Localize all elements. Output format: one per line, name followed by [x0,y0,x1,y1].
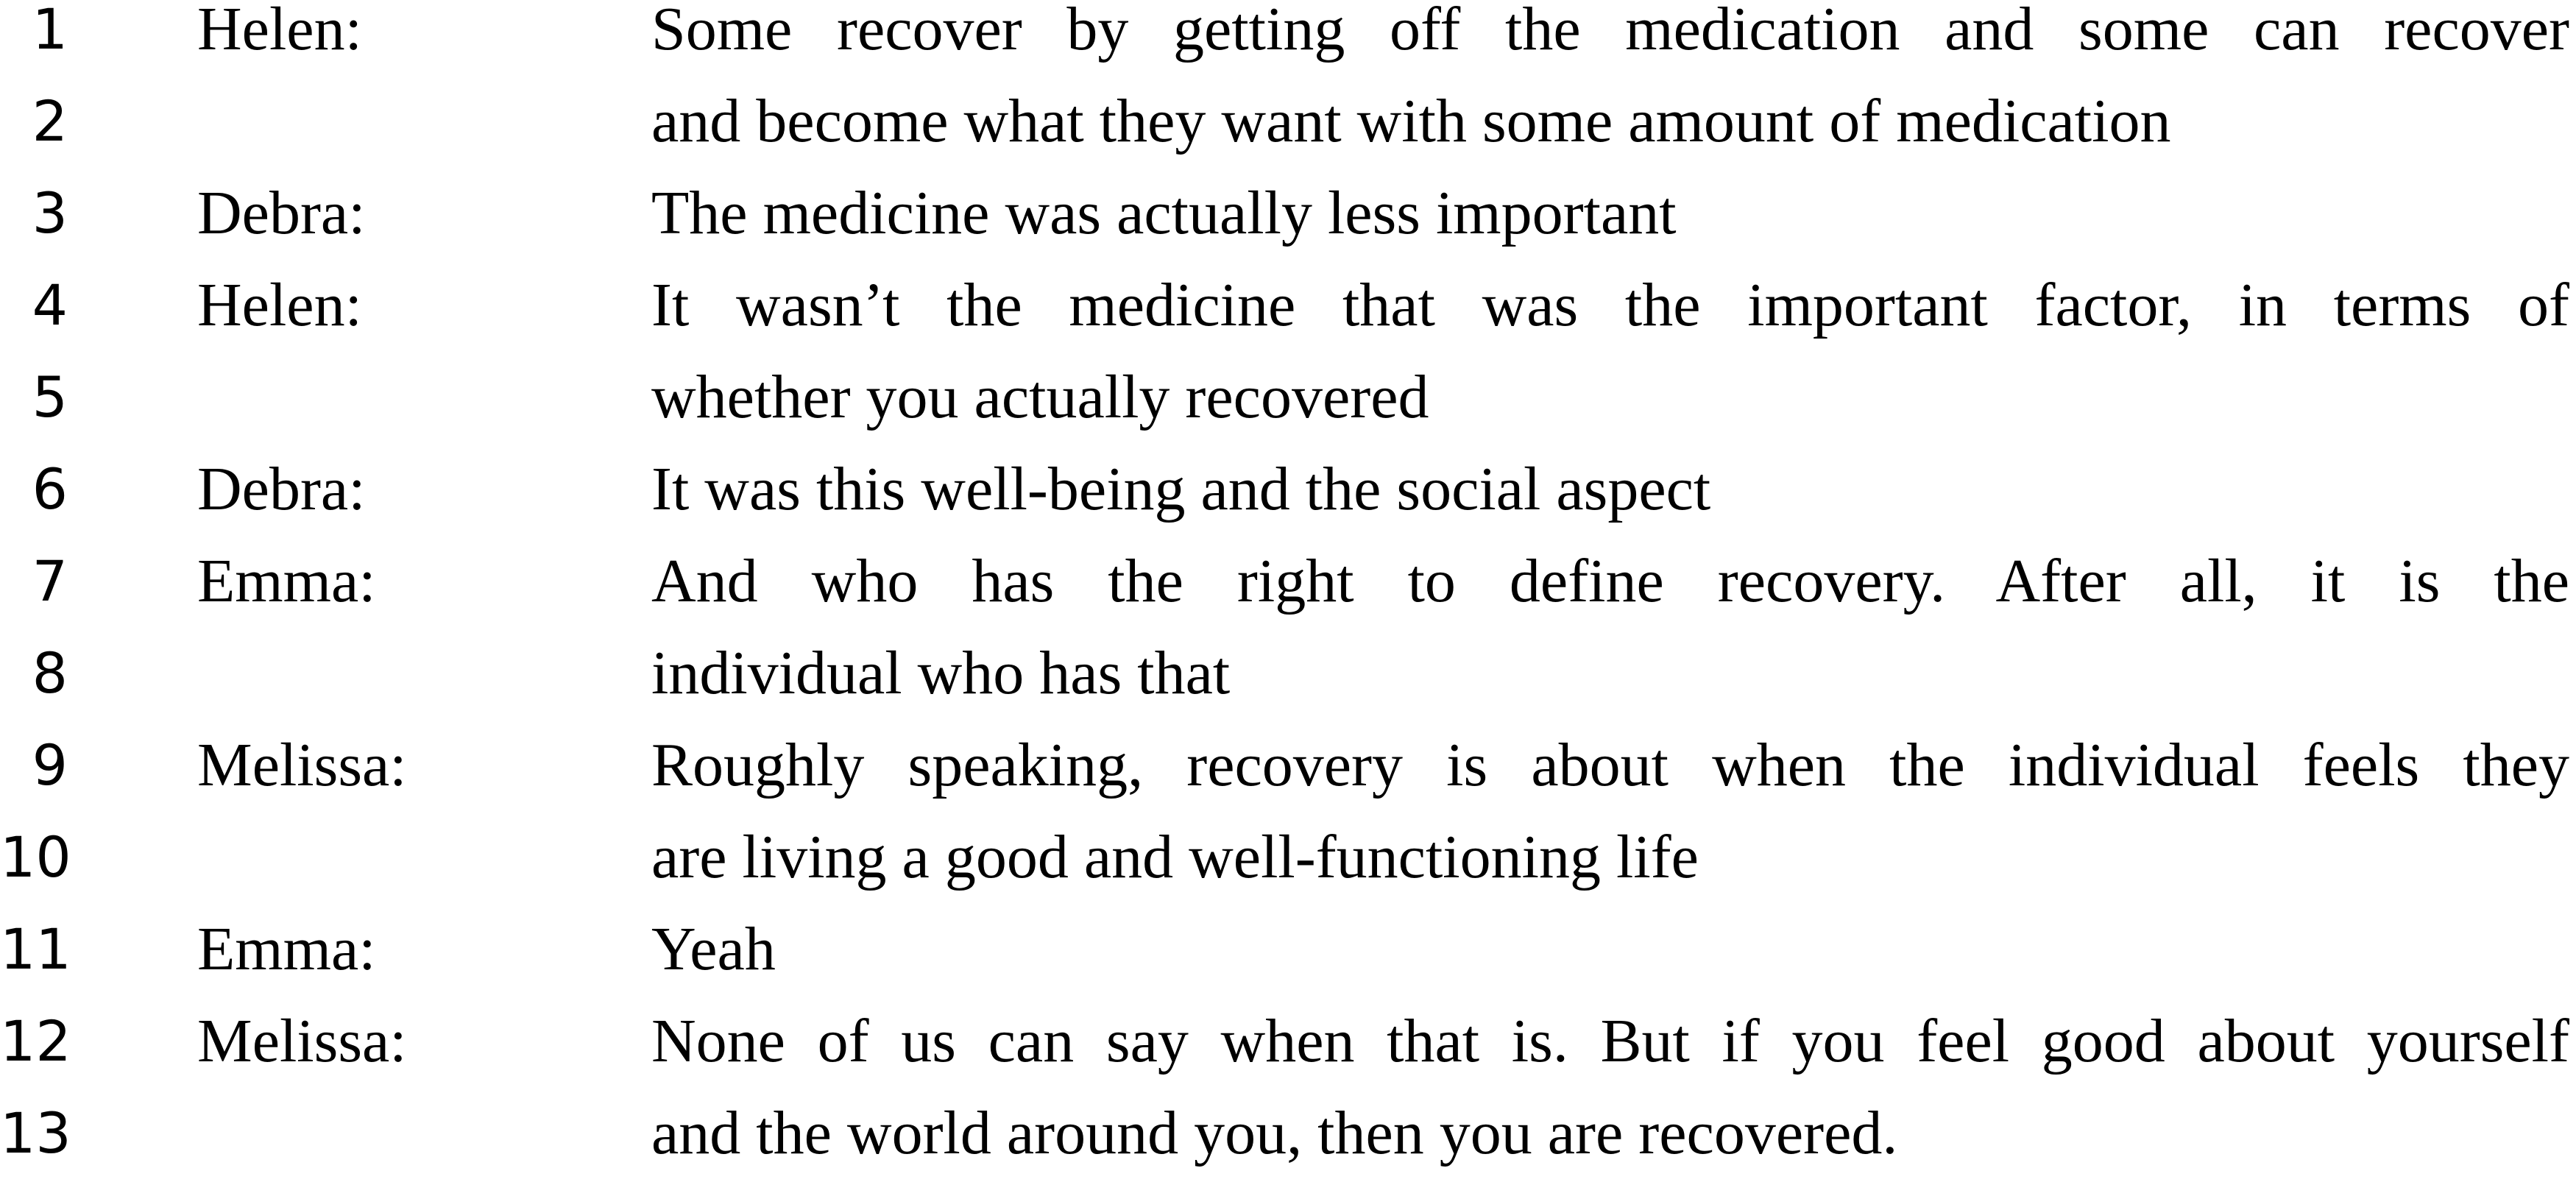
line-number: 7 [32,548,68,614]
line-number: 12 [0,1008,71,1074]
transcript-line [0,0,2576,92]
line-number: 10 [0,824,71,890]
utterance-text: Some recover by getting off the medication and some can recover [651,0,2569,63]
utterance-text: and the world around you, then you are recovered. [651,1099,1898,1167]
line-number: 9 [32,732,68,798]
line-number: 4 [32,272,68,338]
speaker-name: Melissa: [197,1007,407,1075]
transcript-line [0,823,2576,920]
speaker-name: Melissa: [197,731,407,799]
transcript-line [0,915,2576,1012]
utterance-text: whether you actually recovered [651,363,1429,431]
transcript-line [0,87,2576,184]
line-number: 3 [32,180,68,246]
utterance-text: The medicine was actually less important [651,179,1677,247]
utterance-text: It wasn’t the medicine that was the important factor, in terms of [651,271,2569,339]
utterance-text: individual who has that [651,639,1231,707]
transcript-line [0,179,2576,276]
utterance-text: It was this well-being and the social aspect [651,455,1711,523]
line-number: 1 [32,0,68,62]
transcript-line [0,1099,2576,1196]
transcript-line [0,639,2576,736]
utterance-text: None of us can say when that is. But if you feel good about yourself [651,1007,2569,1075]
transcript-line [0,1007,2576,1104]
speaker-name: Helen: [197,271,362,339]
speaker-name: Helen: [197,0,362,63]
transcript-line [0,731,2576,828]
transcript-line [0,547,2576,644]
transcript-line [0,363,2576,460]
utterance-text: and become what they want with some amount of medication [651,87,2171,155]
transcript-line [0,271,2576,368]
utterance-text: Yeah [651,915,776,983]
line-number: 5 [32,364,68,430]
utterance-text: And who has the right to define recovery. After all, it is the [651,547,2569,615]
line-number: 8 [32,640,68,706]
speaker-name: Debra: [197,455,366,523]
line-number: 2 [32,88,68,154]
line-number: 13 [0,1100,71,1166]
transcript-line [0,455,2576,552]
line-number: 6 [32,456,68,522]
speaker-name: Emma: [197,547,376,615]
speaker-name: Debra: [197,179,366,247]
speaker-name: Emma: [197,915,376,983]
utterance-text: are living a good and well-functioning life [651,823,1699,891]
line-number: 11 [0,916,71,982]
utterance-text: Roughly speaking, recovery is about when the individual feels they [651,731,2569,799]
